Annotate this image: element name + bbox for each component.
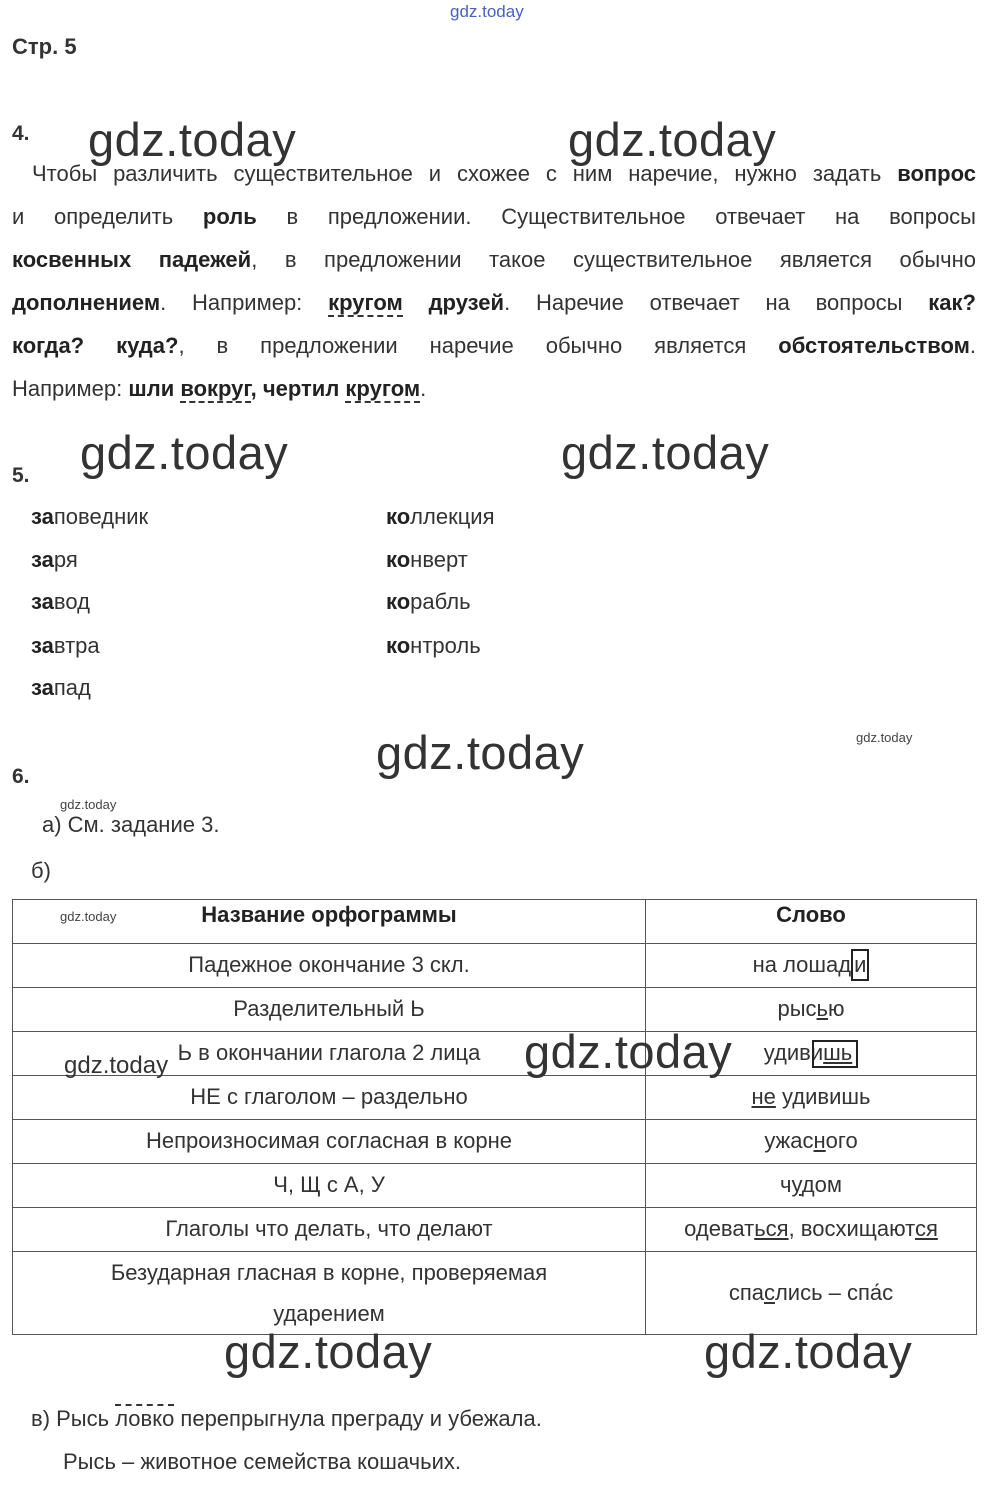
watermark: gdz.today: [60, 909, 117, 924]
watermark: gdz.today: [224, 1325, 433, 1378]
table-header-row: [13, 900, 977, 944]
table-cell: на лошад и: [646, 944, 977, 988]
table-cell: НЕ с глаголом – раздельно: [13, 1076, 646, 1120]
task-6-c-line2: Рысь – животное семейства кошачьих.: [63, 1449, 461, 1474]
watermark: gdz.today: [856, 730, 913, 745]
orthogram-table: [12, 899, 977, 1335]
table-cell: одеваться, восхищаются: [646, 1208, 977, 1252]
paragraph-line: Чтобы различить существительное и схожее с ним наречие, нужно задать вопрос: [32, 161, 976, 186]
task-4-paragraph: [12, 152, 976, 410]
word-list-item: заря: [31, 547, 78, 572]
watermark: gdz.today: [704, 1325, 913, 1378]
task-6-a: а) См. задание 3.: [42, 812, 220, 837]
task-4-number: 4.: [12, 122, 30, 145]
table-cell: чудом: [646, 1164, 977, 1208]
table-row: [13, 1252, 977, 1335]
table-cell: не удивишь: [646, 1076, 977, 1120]
word-list-item: коллекция: [386, 504, 495, 529]
word-list-item: контроль: [386, 633, 481, 658]
task-6-b: б): [31, 858, 51, 883]
page-label: Стр. 5: [12, 34, 77, 59]
table-row: [13, 1120, 977, 1164]
task-6-number: 6.: [12, 765, 30, 788]
watermark-top: gdz.today: [450, 2, 524, 21]
table-header-cell: Слово: [646, 900, 977, 944]
table-cell: Непроизносимая согласная в корне: [13, 1120, 646, 1164]
table-row: [13, 944, 977, 988]
table-cell: удивишь: [646, 1032, 977, 1076]
paragraph-line: и определить роль в предложении. Существительное отвечает на вопросы: [12, 204, 976, 229]
table-row: [13, 1164, 977, 1208]
watermark: gdz.today: [568, 113, 777, 166]
table-cell: Глаголы что делать, что делают: [13, 1208, 646, 1252]
watermark: gdz.today: [561, 426, 770, 479]
watermark: gdz.today: [376, 726, 585, 779]
watermark: gdz.today: [80, 426, 289, 479]
task-6-c-line1: в) Рысь ловко перепрыгнула преграду и убежала.: [31, 1406, 542, 1431]
table-cell: спаслись – спа́с: [646, 1252, 977, 1335]
word-list-item: запад: [31, 675, 91, 700]
table-cell: рысью: [646, 988, 977, 1032]
watermark: gdz.today: [88, 113, 297, 166]
table-cell: Разделительный Ь: [13, 988, 646, 1032]
watermark: gdz.today: [64, 1052, 169, 1079]
paragraph-line: дополнением. Например: кругом друзей. Наречие отвечает на вопросы как?: [12, 290, 976, 315]
table-row: [13, 1076, 977, 1120]
task-5-number: 5.: [12, 464, 30, 487]
word-list-item: завтра: [31, 633, 100, 658]
word-list-item: завод: [31, 589, 90, 614]
table-cell: ужасного: [646, 1120, 977, 1164]
word-list-item: заповедник: [31, 504, 149, 529]
table-cell: Падежное окончание 3 скл.: [13, 944, 646, 988]
word-list-item: корабль: [386, 589, 471, 614]
table-cell: Ь в окончании глагола 2 лица: [13, 1032, 646, 1076]
word-list-item: конверт: [386, 547, 468, 572]
table-cell: Безударная гласная в корне, проверяемая ударением: [13, 1252, 646, 1335]
paragraph-line: косвенных падежей, в предложении такое существительное является обычно: [12, 247, 976, 272]
table-header-cell: Название орфограммы: [13, 900, 646, 944]
table-row: [13, 1208, 977, 1252]
ending-box: [812, 1040, 858, 1068]
paragraph-line: Например: шли вокруг, чертил кругом.: [12, 376, 427, 401]
table-row: [13, 988, 977, 1032]
watermark: gdz.today: [60, 797, 117, 812]
paragraph-line: когда? куда?, в предложении наречие обычно является обстоятельством.: [12, 333, 976, 358]
table-cell: Ч, Щ с А, У: [13, 1164, 646, 1208]
watermark: gdz.today: [524, 1025, 733, 1078]
